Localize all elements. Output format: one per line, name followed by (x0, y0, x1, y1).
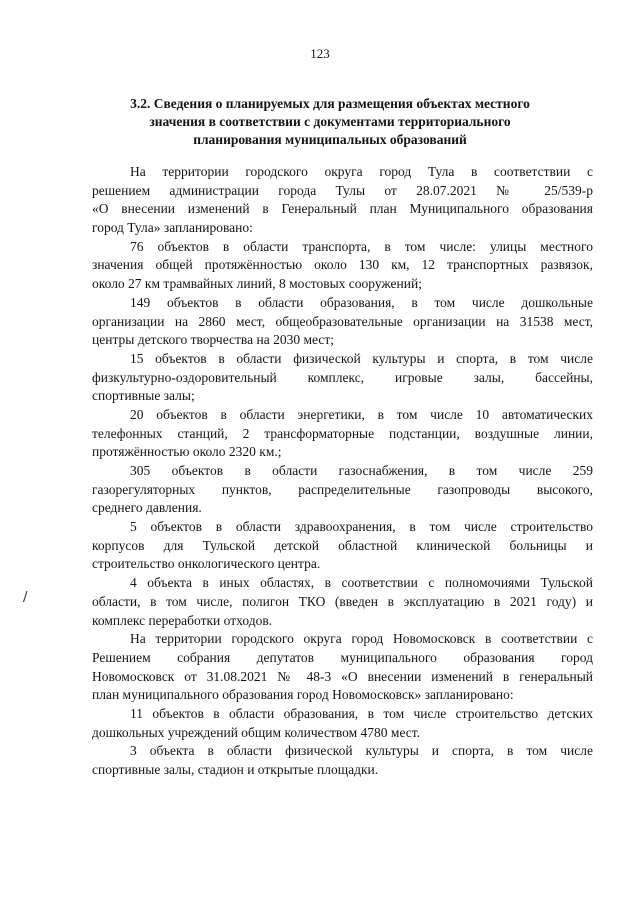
text-line: около 27 км трамвайных линий, 8 мостовых сооружений; (92, 276, 422, 292)
text-line: 3 объекта в области физической культуры и спорта, в том числе (130, 743, 593, 759)
text-line: организации на 2860 мест, общеобразовательные организации на 31538 мест, (92, 313, 593, 329)
text-line: 11 объектов в области образования, в том числе строительство детских (130, 705, 593, 721)
text-line: 20 объектов в области энергетики, в том числе 10 автоматических (130, 406, 593, 422)
text-line: газорегуляторных пунктов, распределительные газопроводы высокого, (92, 481, 593, 497)
text-line: дошкольных учреждений общим количеством 4780 мест. (92, 724, 421, 740)
text-line: Решением собрания депутатов муниципального образования город (92, 649, 593, 665)
text-line: корпусов для Тульской детской областной клинической больницы и (92, 537, 593, 553)
text-line: 305 объектов в области газоснабжения, в том числе 259 (130, 463, 593, 478)
section-heading-line: 3.2. Сведения о планируемых для размещения объектах местного (130, 96, 530, 111)
section-heading (100, 95, 560, 149)
text-line: центры детского творчества на 2030 мест; (92, 332, 334, 348)
paragraph-transport (92, 238, 593, 294)
paragraph-health (92, 518, 593, 574)
paragraph-tula-intro (92, 163, 593, 238)
paragraph-novomoskovsk-education (92, 705, 593, 742)
text-line: 4 объекта в иных областях, в соответствии с полномочиями Тульской (130, 575, 593, 591)
text-line: области, в том числе, полигон ТКО (введен в эксплуатацию в 2021 году) и (92, 593, 593, 609)
section-heading-line: значения в соответствии с документами территориального (149, 114, 511, 129)
paragraph-novomoskovsk-intro (92, 630, 593, 705)
text-line: 15 объектов в области физической культуры и спорта, в том числе (130, 350, 593, 366)
paragraph-sport (92, 350, 593, 406)
paragraph-other (92, 574, 593, 630)
text-line: план муниципального образования город Новомосковск» запланировано: (92, 687, 514, 703)
paragraph-energy (92, 406, 593, 462)
document-body (92, 163, 593, 780)
text-line: город Тула» запланировано: (92, 220, 253, 236)
text-line: Новомосковск от 31.08.2021 № 48-3 «О внесении изменений в генеральный (92, 668, 593, 684)
text-line: комплекс переработки отходов. (92, 612, 273, 628)
text-line: спортивные залы; (92, 388, 195, 404)
section-heading-line: планирования муниципальных образований (193, 132, 467, 147)
text-line: протяжённостью около 2320 км.; (92, 444, 282, 460)
paragraph-novomoskovsk-sport (92, 742, 593, 779)
text-line: физкультурно-оздоровительный комплекс, игровые залы, бассейны, (92, 369, 593, 385)
text-line: среднего давления. (92, 500, 202, 516)
text-line: 149 объектов в области образования, в том числе дошкольные (130, 294, 593, 310)
text-line: спортивные залы, стадион и открытые площадки. (92, 762, 379, 777)
paragraph-gas (92, 462, 593, 518)
paragraph-education (92, 294, 593, 350)
text-line: На территории городского округа город Тула в соответствии с (130, 164, 593, 179)
stray-pen-mark (22, 590, 28, 604)
text-line: На территории городского округа город Новомосковск в соответствии с (130, 631, 593, 647)
text-line: строительство онкологического центра. (92, 556, 321, 572)
text-line: 5 объектов в области здравоохранения, в том числе строительство (130, 519, 593, 535)
page-number: 123 (310, 46, 330, 61)
text-line: «О внесении изменений в Генеральный план Муниципального образования (92, 201, 593, 217)
text-line: 76 объектов в области транспорта, в том числе: улицы местного (130, 238, 593, 254)
text-line: значения общей протяжённостью около 130 км, 12 транспортных развязок, (92, 257, 593, 273)
text-line: решением администрации города Тулы от 28.07.2021 № 25/539-р (92, 182, 593, 198)
text-line: телефонных станций, 2 трансформаторные подстанции, воздушные линии, (92, 425, 593, 441)
